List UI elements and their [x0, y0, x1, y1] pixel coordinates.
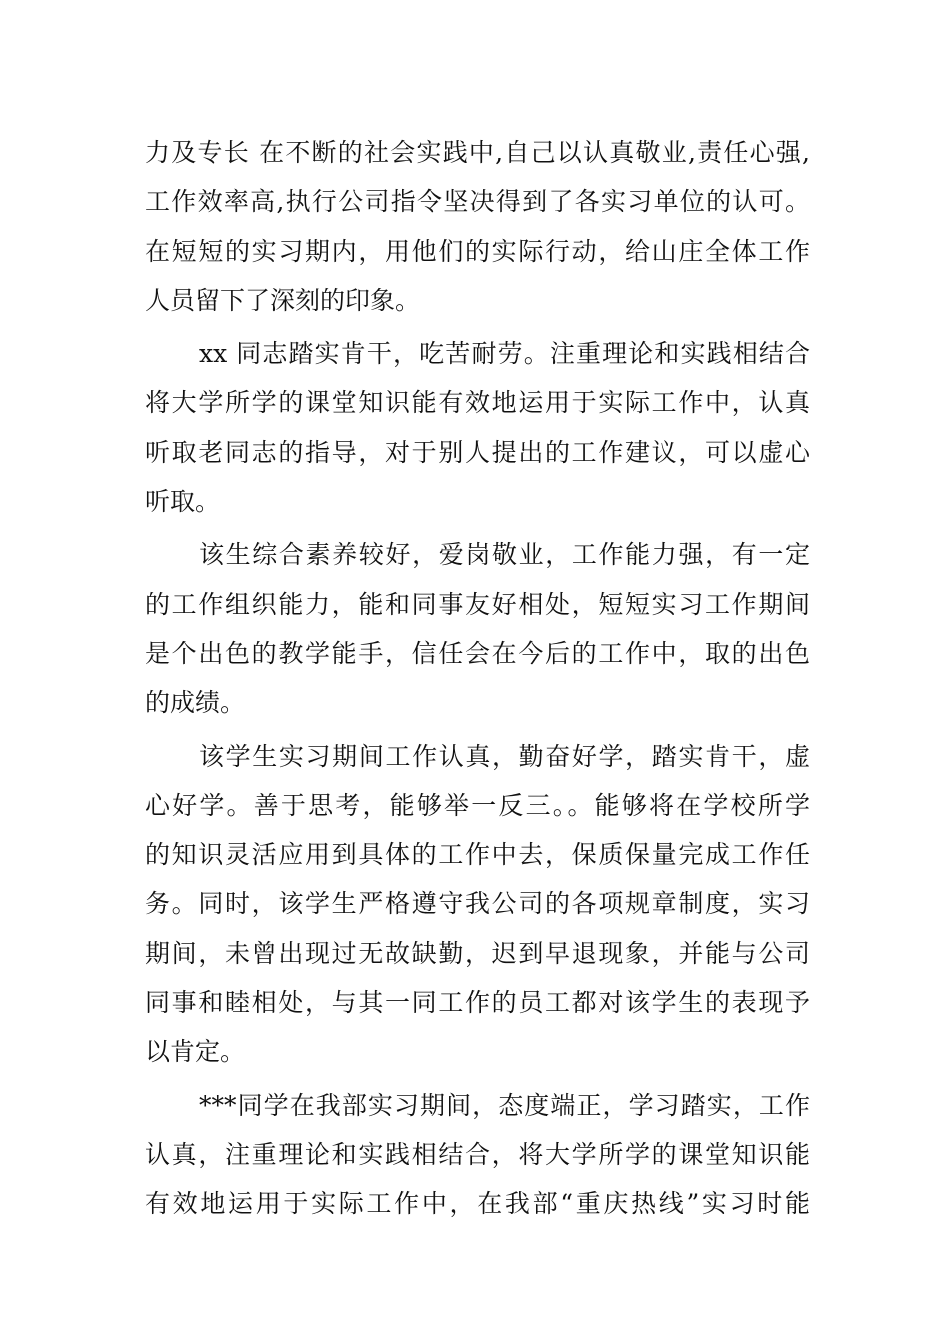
paragraph-line: 务。同时，该学生严格遵守我公司的各项规章制度，实习: [145, 889, 810, 919]
paragraph-line: 的成绩。: [145, 688, 246, 718]
paragraph-line: xx 同志踏实肯干，吃苦耐劳。注重理论和实践相结合: [199, 339, 810, 369]
paragraph-line: 有效地运用于实际工作中，在我部“重庆热线”实习时能: [145, 1189, 810, 1219]
paragraph-line: 听取老同志的指导，对于别人提出的工作建议，可以虚心: [145, 437, 810, 467]
paragraph-1: [145, 128, 810, 325]
paragraph-5: [145, 1081, 810, 1229]
paragraph-line: 是个出色的教学能手，信任会在今后的工作中，取的出色: [145, 638, 810, 668]
paragraph-line: ***同学在我部实习期间，态度端正，学习踏实，工作: [199, 1090, 810, 1120]
paragraph-line: 工作效率高,执行公司指令坚决得到了各实习单位的认可。: [145, 187, 810, 217]
paragraph-line: 在短短的实习期内，用他们的实际行动，给山庄全体工作: [145, 236, 810, 266]
paragraph-line: 将大学所学的课堂知识能有效地运用于实际工作中，认真: [145, 388, 810, 418]
paragraph-4: [145, 732, 810, 1077]
document-body: [145, 128, 810, 1229]
paragraph-line: 力及专长 在不断的社会实践中,自己以认真敬业,责任心强,: [145, 138, 810, 167]
paragraph-line: 以肯定。: [145, 1037, 246, 1067]
paragraph-line: 同事和睦相处，与其一同工作的员工都对该学生的表现予: [145, 988, 810, 1018]
paragraph-line: 的工作组织能力，能和同事友好相处，短短实习工作期间: [145, 589, 810, 619]
paragraph-line: 听取。: [145, 487, 221, 517]
paragraph-line: 期间，未曾出现过无故缺勤，迟到早退现象，并能与公司: [145, 938, 810, 968]
paragraph-line: 人员留下了深刻的印象。: [145, 285, 421, 315]
paragraph-line: 该学生实习期间工作认真，勤奋好学，踏实肯干，虚: [199, 741, 810, 771]
paragraph-2: [145, 329, 810, 526]
paragraph-line: 该生综合素养较好，爱岗敬业，工作能力强，有一定: [199, 540, 810, 570]
paragraph-3: [145, 530, 810, 727]
paragraph-line: 的知识灵活应用到具体的工作中去，保质保量完成工作任: [145, 840, 810, 870]
paragraph-line: 认真，注重理论和实践相结合，将大学所学的课堂知识能: [145, 1139, 810, 1169]
paragraph-line: 心好学。善于思考，能够举一反三。。能够将在学校所学: [145, 790, 810, 820]
